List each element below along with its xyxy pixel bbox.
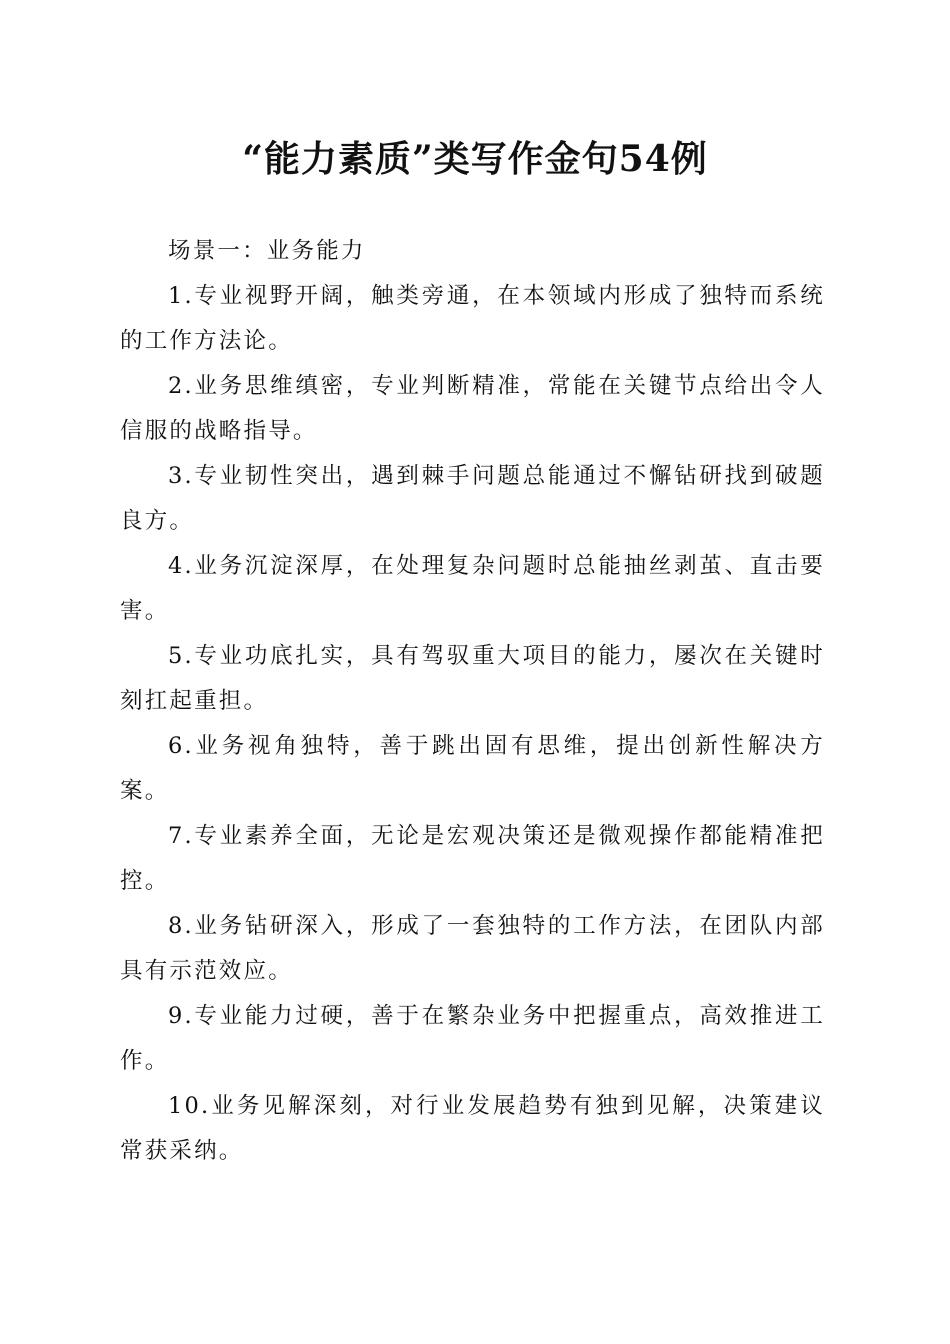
list-item: 1.专业视野开阔，触类旁通，在本领域内形成了独特而系统的工作方法论。 [120, 283, 825, 354]
document-body [120, 229, 825, 1174]
list-item: 9.专业能力过硬，善于在繁杂业务中把握重点，高效推进工作。 [120, 1003, 825, 1074]
list-item: 4.业务沉淀深厚，在处理复杂问题时总能抽丝剥茧、直击要害。 [120, 553, 825, 624]
list-item: 3.专业韧性突出，遇到棘手问题总能通过不懈钻研找到破题良方。 [120, 463, 825, 534]
list-item: 7.专业素养全面，无论是宏观决策还是微观操作都能精准把控。 [120, 823, 825, 894]
list-item: 8.业务钻研深入，形成了一套独特的工作方法，在团队内部具有示范效应。 [120, 913, 825, 984]
list-item: 2.业务思维缜密，专业判断精准，常能在关键节点给出令人信服的战略指导。 [120, 373, 825, 444]
section-heading: 场景一：业务能力 [168, 238, 366, 264]
document-title: “能力素质”类写作金句54例 [242, 138, 708, 180]
list-item: 5.专业功底扎实，具有驾驭重大项目的能力，屡次在关键时刻扛起重担。 [120, 643, 825, 714]
list-item: 6.业务视角独特，善于跳出固有思维，提出创新性解决方案。 [120, 733, 825, 804]
list-item: 10.业务见解深刻，对行业发展趋势有独到见解，决策建议常获采纳。 [120, 1093, 825, 1164]
